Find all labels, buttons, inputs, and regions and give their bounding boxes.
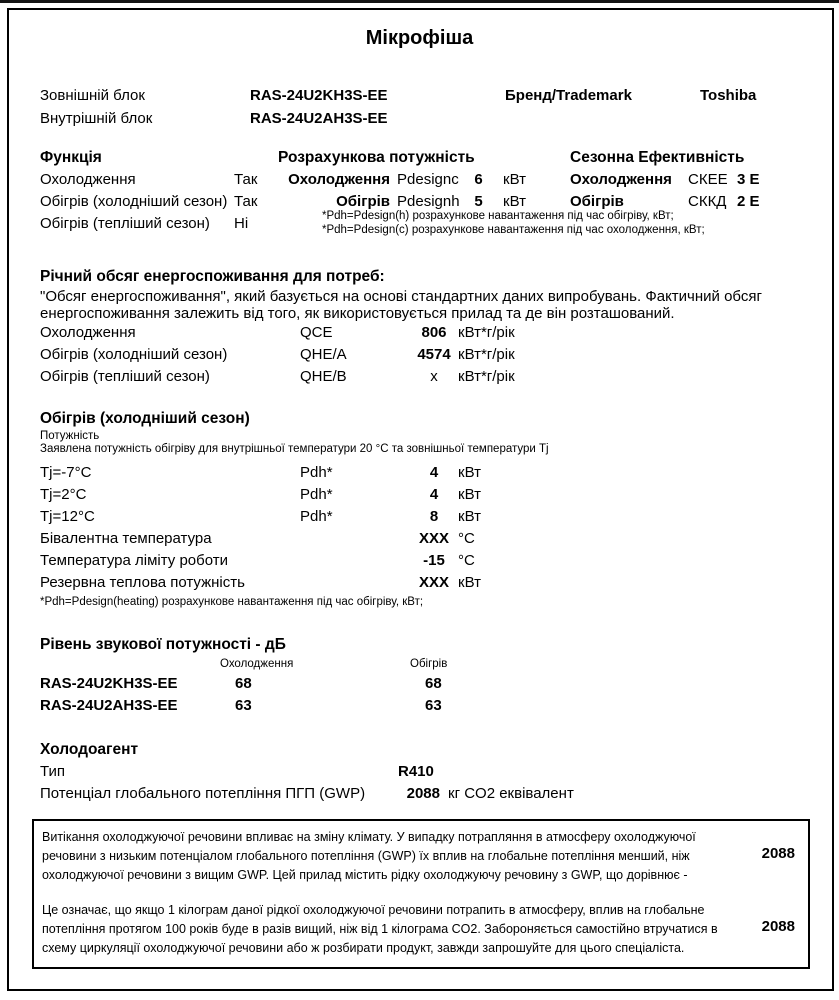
gwp-warning-value-1: 2088: [761, 845, 795, 862]
heating-symbol: Pdh*: [300, 464, 333, 481]
refrigerant-gwp-value: 2088: [406, 785, 440, 802]
sound-model: RAS-24U2AH3S-EE: [40, 697, 178, 714]
heating-label: Температура ліміту роботи: [40, 552, 228, 569]
design-power-unit: кВт: [503, 171, 526, 188]
table-row: [40, 344, 810, 366]
energy-value: 806: [421, 324, 447, 341]
seasonal-symbol: СКЕЕ: [688, 171, 728, 188]
heating-colder-section: [40, 408, 810, 610]
seasonal-efficiency-title: Сезонна Ефективність: [570, 149, 745, 166]
design-power-unit: кВт: [503, 193, 526, 210]
table-row: [40, 506, 810, 528]
refrigerant-type-value: R410: [398, 763, 434, 780]
design-power-symbol: Pdesignc: [397, 171, 459, 188]
table-row: [40, 322, 810, 344]
seasonal-label: Охолодження: [570, 171, 672, 188]
heating-unit: °С: [458, 530, 475, 547]
function-label: Обігрів (холодніший сезон): [40, 193, 228, 210]
heating-value: XXX: [418, 574, 449, 591]
heating-symbol: Pdh*: [300, 486, 333, 503]
top-edge-strip: [0, 0, 839, 3]
table-row: [40, 572, 810, 594]
indoor-unit-row: [40, 107, 810, 130]
energy-label: Охолодження: [40, 324, 136, 341]
refrigerant-gwp-unit: кг CO2 еквівалент: [448, 785, 574, 802]
design-power-label: Обігрів: [336, 193, 390, 210]
energy-symbol: QHE/A: [300, 346, 347, 363]
heating-value: 4: [429, 486, 439, 503]
gwp-warning-paragraph-2: Це означає, що якщо 1 кілограм даної рідкої охолоджуючої речовини потрапить в атмосферу, вплив на глобальне потепління протягом 100 років буде в разів вищий, ніж від 1 кілограма CO2. Забороняється самостійно втручатися в схему циркуляції охолоджуючої речовини або ж розбирати продукт, завжди запрошуйте для цього спеціаліста.: [42, 903, 718, 955]
sound-power-column-headers: [40, 656, 810, 673]
sound-col-cooling: Охолодження: [220, 658, 294, 670]
heating-value: XXX: [418, 530, 449, 547]
heating-label: Tj=2°C: [40, 486, 87, 503]
annual-energy-section: [40, 266, 810, 388]
annual-energy-description: "Обсяг енергоспоживання", який базується на основі стандартних даних випробувань. Фактичний обсяг енергоспоживання залежить від того, як використовується прилад та де він розташований.: [40, 288, 762, 322]
heating-footnote: *Pdh=Pdesign(heating) розрахункове навантаження під час обігріву, кВт;: [40, 596, 424, 608]
design-power-footnotes: [322, 209, 705, 237]
table-row: [40, 169, 810, 191]
sound-cooling-value: 63: [235, 697, 252, 714]
seasonal-label: Обігрів: [570, 193, 624, 210]
sound-power-title: Рівень звукової потужності - дБ: [40, 636, 286, 653]
table-row: [40, 673, 810, 695]
function-value: Так: [234, 171, 258, 188]
design-power-label: Охолодження: [288, 171, 390, 188]
units-header: [40, 84, 810, 130]
heating-label: Бівалентна температура: [40, 530, 212, 547]
function-label: Обігрів (тепліший сезон): [40, 215, 210, 232]
sound-col-heating: Обігрів: [410, 658, 448, 670]
heating-subtitle-power: Потужність: [40, 430, 100, 442]
gwp-warning-paragraph-1: Витікання охолоджуючої речовини впливає на зміну клімату. У випадку потрапляння в атмосферу охолоджуючої речовини з низьким потенціалом глобального потепління (GWP) їх вплив на глобальне потепління менший, ніж охолоджуючої речовини з вищим GWP. Цей прилад містить рідку охолоджуючу речовину з GWP, що дорівнює -: [42, 830, 696, 882]
function-value: Так: [234, 193, 258, 210]
seasonal-symbol: СККД: [688, 193, 727, 210]
design-power-value: 5: [474, 193, 483, 210]
refrigerant-gwp-label: Потенціал глобального потепління ПГП (GWP): [40, 785, 366, 802]
function-value: Ні: [234, 215, 249, 232]
energy-label: Обігрів (холодніший сезон): [40, 346, 228, 363]
sound-power-section: [40, 634, 810, 717]
page-title: Мікрофіша: [365, 27, 474, 49]
indoor-unit-model: RAS-24U2AH3S-EE: [250, 110, 388, 127]
brand-value: Toshiba: [700, 87, 757, 104]
function-section-titles: [40, 147, 810, 169]
heating-symbol: Pdh*: [300, 508, 333, 525]
refrigerant-title: Холодоагент: [40, 741, 139, 758]
heating-value: 8: [429, 508, 439, 525]
design-power-symbol: Pdesignh: [397, 193, 460, 210]
outdoor-unit-row: [40, 84, 810, 107]
heating-colder-title: Обігрів (холодніший сезон): [40, 410, 250, 427]
refrigerant-section: [40, 739, 810, 805]
energy-value-text: x: [430, 368, 438, 385]
energy-unit: кВт*г/рік: [458, 324, 515, 341]
heating-label: Tj=-7°C: [40, 464, 92, 481]
annual-energy-title: Річний обсяг енергоспоживання для потреб:: [40, 268, 385, 285]
outdoor-unit-label: Зовнішній блок: [40, 87, 145, 104]
gwp-warning-value-2: 2088: [761, 918, 795, 935]
refrigerant-type-label: Тип: [40, 763, 66, 780]
heating-unit: кВт: [458, 574, 481, 591]
heating-subtitle-declared: Заявлена потужність обігріву для внутрішньої температури 20 °С та зовнішньої температури Tj: [40, 443, 549, 455]
seasonal-value: 2 Е: [737, 193, 760, 210]
table-row: [40, 783, 810, 805]
function-section: [40, 147, 810, 235]
footnote-line: *Pdh=Pdesign(h) розрахункове навантаження під час обігріву, кВт;: [322, 210, 674, 222]
sound-cooling-value: 68: [235, 675, 252, 692]
sound-heating-value: 63: [425, 697, 442, 714]
energy-unit: кВт*г/рік: [458, 346, 515, 363]
energy-label: Обігрів (тепліший сезон): [40, 368, 210, 385]
footnote-line: *Pdh=Pdesign(c) розрахункове навантаження під час охолодження, кВт;: [322, 224, 705, 236]
heating-value: -15: [423, 552, 445, 569]
heating-unit: °С: [458, 552, 475, 569]
design-power-title: Розрахункова потужність: [278, 149, 475, 166]
energy-unit: кВт*г/рік: [458, 368, 515, 385]
brand-label: Бренд/Trademark: [505, 87, 632, 104]
heating-label: Tj=12°C: [40, 508, 95, 525]
seasonal-value: 3 Е: [737, 171, 760, 188]
table-row: [40, 528, 810, 550]
energy-symbol: QCE: [300, 324, 333, 341]
energy-symbol: QHE/B: [300, 368, 347, 385]
indoor-unit-label: Внутрішній блок: [40, 110, 153, 127]
design-power-value: 6: [474, 171, 483, 188]
function-label: Охолодження: [40, 171, 136, 188]
table-row: [40, 550, 810, 572]
heating-unit: кВт: [458, 486, 481, 503]
heating-unit: кВт: [458, 508, 481, 525]
table-row: [40, 695, 810, 717]
heating-value: 4: [429, 464, 439, 481]
sound-model: RAS-24U2KH3S-EE: [40, 675, 178, 692]
table-row: [40, 366, 810, 388]
heating-label: Резервна теплова потужність: [40, 574, 245, 591]
heating-rows: [40, 462, 810, 594]
gwp-warning-box: [32, 819, 810, 969]
table-row: [40, 462, 810, 484]
energy-value: 4574: [417, 346, 451, 363]
table-row: [40, 484, 810, 506]
outdoor-unit-model: RAS-24U2KH3S-EE: [250, 87, 388, 104]
sound-heating-value: 68: [425, 675, 442, 692]
heating-unit: кВт: [458, 464, 481, 481]
table-row: [40, 761, 810, 783]
function-title: Функція: [40, 149, 102, 166]
